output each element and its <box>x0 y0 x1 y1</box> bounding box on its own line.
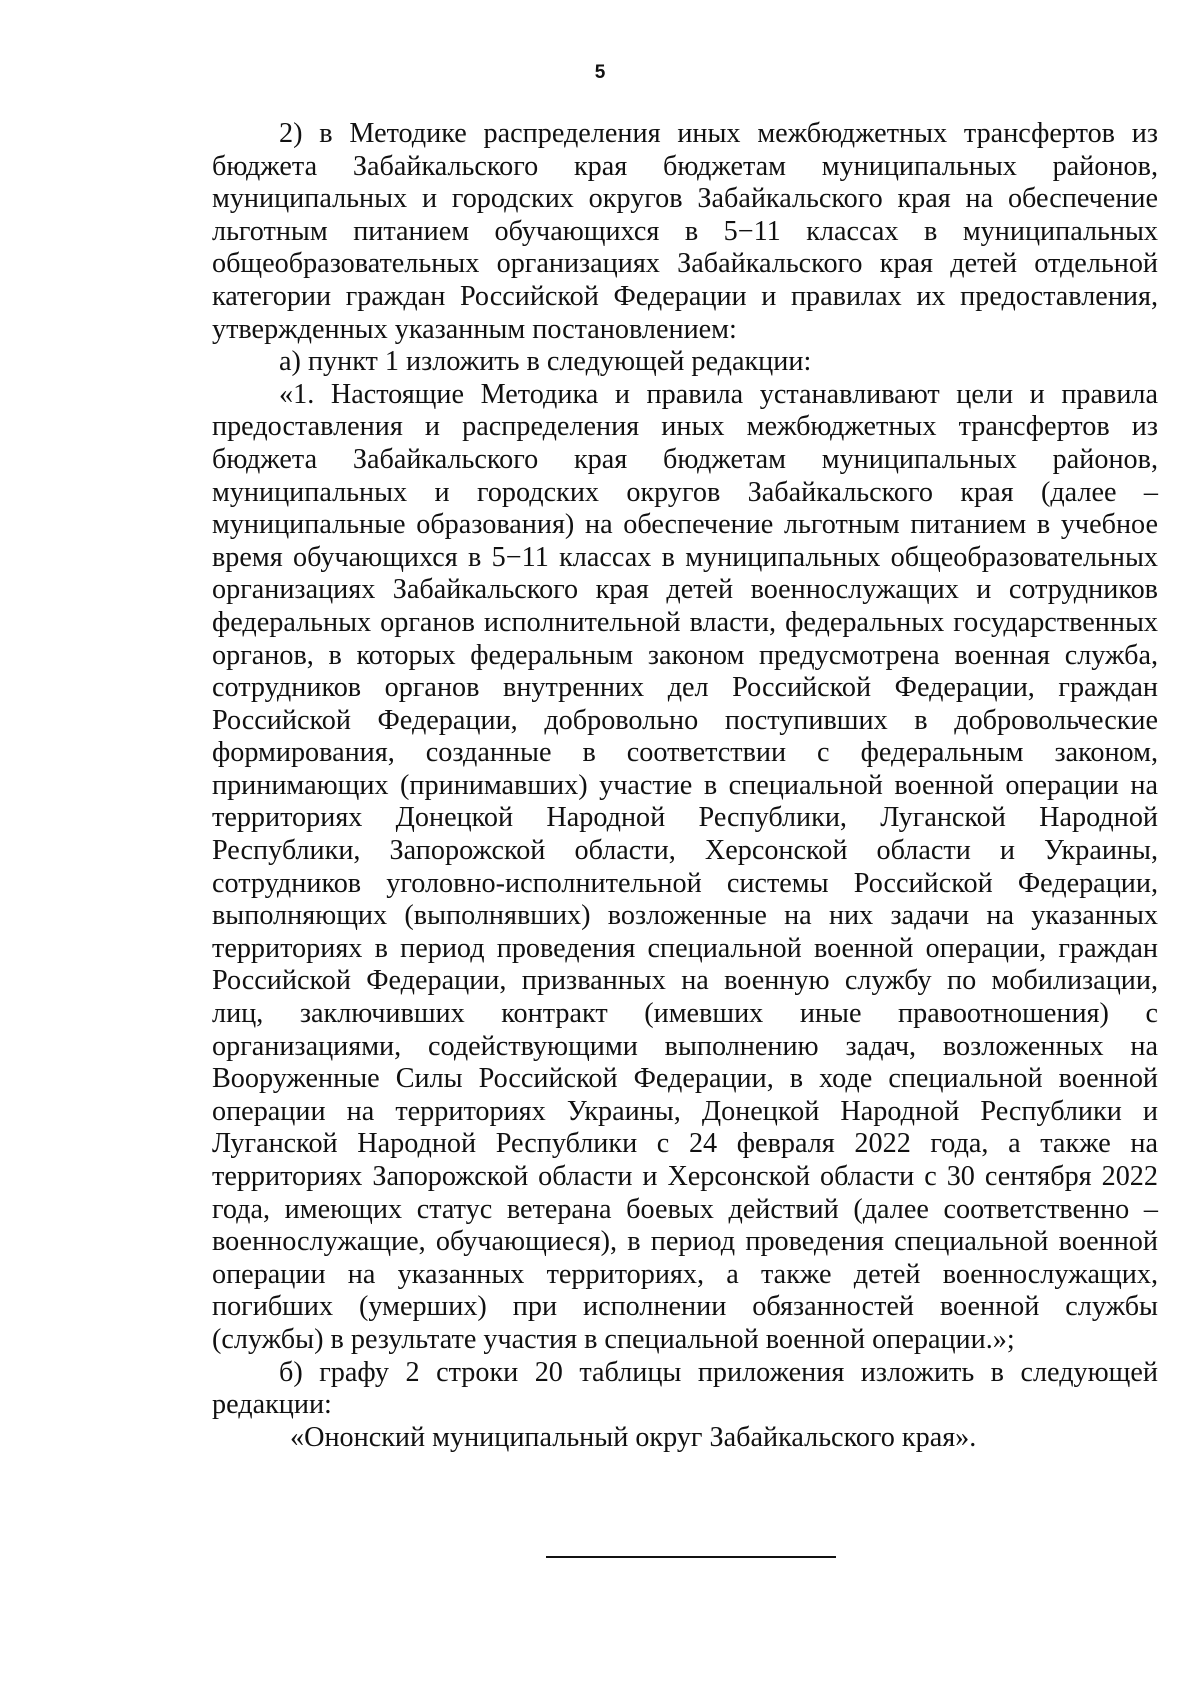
end-separator-line <box>546 1556 836 1558</box>
paragraph-onon-district: «Ононский муниципальный округ Забайкальского края». <box>290 1421 977 1453</box>
paragraph-methodology-intro: 2) в Методике распределения иных межбюджетных трансфертов из бюджета Забайкальского края бюджетам муниципальных районов, муниципальных и городских округов Забайкальского края на обеспечение льготным питанием обучающихся в 5−11 классах в муниципальных общеобразовательных организациях Забайкальского края детей отдельной категории граждан Российской Федерации и правилах их предоставления, утвержденных указанным постановлением: <box>212 118 1158 345</box>
document-body <box>212 118 1158 1454</box>
paragraph-item-a: а) пункт 1 изложить в следующей редакции: <box>279 346 812 378</box>
paragraph-item-b: б) графу 2 строки 20 таблицы приложения изложить в следующей редакции: <box>212 1356 1158 1421</box>
page-number: 5 <box>594 62 606 83</box>
paragraph-item-1-text: «1. Настоящие Методика и правила устанавливают цели и правила предоставления и распределения иных межбюджетных трансфертов из бюджета Забайкальского края бюджетам муниципальных районов, муниципальных и городских округов Забайкальского края (далее – муниципальные образования) на обеспечение льготным питанием в учебное время обучающихся в 5−11 классах в муниципальных общеобразовательных организациях Забайкальского края детей военнослужащих и сотрудников федеральных органов исполнительной власти, федеральных государственных органов, в которых федеральным законом предусмотрена военная служба, сотрудников органов внутренних дел Российской Федерации, граждан Российской Федерации, добровольно поступивших в добровольческие формирования, созданные в соответствии с федеральным законом, принимающих (принимавших) участие в специальной военной операции на территориях Донецкой Народной Республики, Луганской Народной Республики, Запорожской области, Херсонской области и Украины, сотрудников уголовно-исполнительной системы Российской Федерации, выполняющих (выполнявших) возложенные на них задачи на указанных территориях в период проведения специальной военной операции, граждан Российской Федерации, призванных на военную службу по мобилизации, лиц, заключивших контракт (имевших иные правоотношения) с организациями, содействующими выполнению задач, возложенных на Вооруженные Силы Российской Федерации, в ходе специальной военной операции на территориях Украины, Донецкой Народной Республики и Луганской Народной Республики с 24 февраля 2022 года, а также на территориях Запорожской области и Херсонской области с 30 сентября 2022 года, имеющих статус ветерана боевых действий (далее соответственно – военнослужащие, обучающиеся), в период проведения специальной военной операции на указанных территориях, а также детей военнослужащих, погибших (умерших) при исполнении обязанностей военной службы (службы) в результате участия в специальной военной операции.»; <box>212 378 1158 1355</box>
